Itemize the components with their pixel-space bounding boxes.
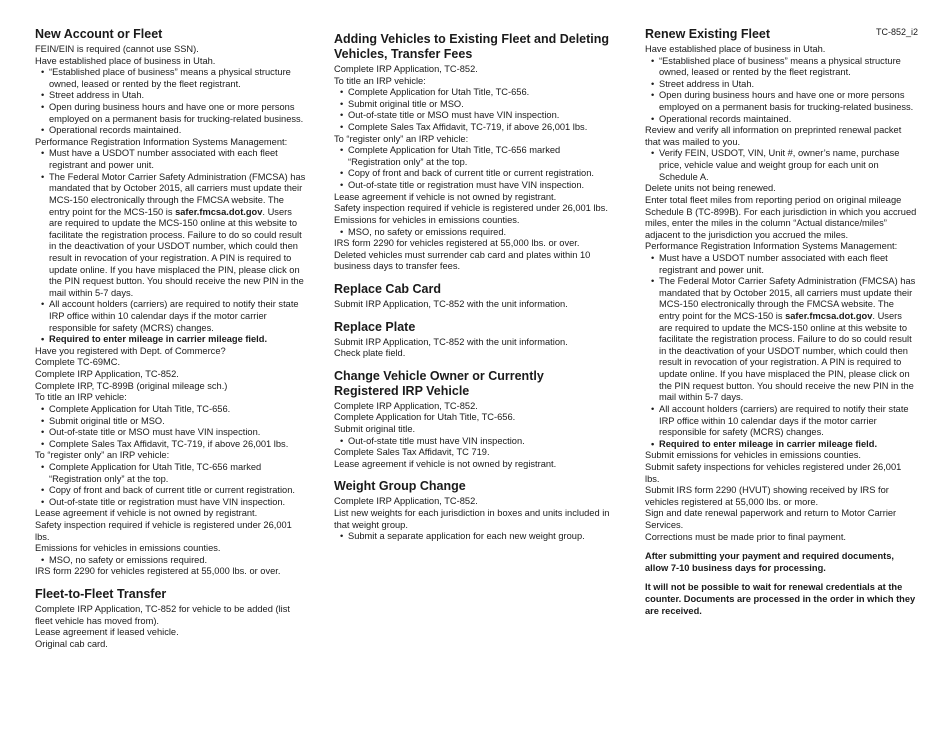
list-item: • Out-of-state title must have VIN inspection.: [348, 436, 610, 448]
text: Sign and date renewal paperwork and return to Motor Carrier Services.: [645, 508, 897, 530]
replace-plate-heading: Replace Plate: [334, 319, 416, 334]
text: Safety inspection required if vehicle is registered under 26,001 lbs.: [334, 203, 608, 214]
list-item: • “Established place of business” means a physical structure owned, leased or rented by the fleet registrant.: [49, 67, 307, 90]
text: To “register only” an IRP vehicle:: [35, 450, 170, 461]
text: The Federal Motor Carrier Safety Administration (FMCSA) has mandated that by October 2015, all carriers must update their MCS-150 electronically through the FMCSA website. The entry point for the MCS-150 is: [659, 276, 916, 322]
list-item: • Required to enter mileage in carrier mileage field.: [659, 439, 917, 451]
list-item: • Submit original title or MSO.: [348, 99, 610, 111]
text: Submit IRS form 2290 (HVUT) showing received by IRS for vehicles registered at 55,000 lbs. or more.: [645, 485, 889, 507]
register-list: [35, 462, 307, 508]
prism-list: [645, 253, 917, 450]
text: Submit emissions for vehicles in emissions counties.: [645, 450, 861, 461]
change-owner-heading: Change Vehicle Owner or Currently Registered IRP Vehicle: [334, 368, 544, 398]
text: Complete IRP, TC-899B (original mileage sch.): [35, 380, 228, 391]
text: Safety inspection required if vehicle is registered under 26,001 lbs.: [35, 519, 292, 542]
list-item: • Submit a separate application for each new weight group.: [348, 531, 610, 543]
text: FEIN/EIN is required (cannot use SSN).: [35, 44, 199, 54]
text: Complete IRP Application, TC-852.: [334, 496, 478, 507]
text: Emissions for vehicles in emissions counties.: [35, 543, 221, 554]
text: List new weights for each jurisdiction in boxes and units included in that weight group.: [334, 508, 610, 530]
text: The Federal Motor Carrier Safety Administration (FMCSA) has mandated that by October 2015, all carriers must update their MCS-150 electronically through the FMCSA website. The entry point for the MCS-150 is: [49, 171, 306, 217]
replace-cab-heading: Replace Cab Card: [334, 281, 441, 296]
prism-list: [35, 148, 307, 345]
list-item: • Complete Sales Tax Affidavit, TC-719, if above 26,001 lbs.: [49, 439, 307, 451]
list-item: • Out-of-state title or registration must have VIN inspection.: [49, 497, 307, 509]
text: Check plate field.: [334, 348, 406, 359]
text: Submit IRP Application, TC-852 with the unit information.: [334, 336, 568, 347]
text: To title an IRP vehicle:: [334, 75, 426, 86]
text: Have established place of business in Utah.: [35, 55, 216, 66]
text: Enter total fleet miles from reporting period on original mileage Schedule B (TC-899B). For each jurisdiction in which you accrued miles, enter the miles in the column “Actual distance/miles” adjacent to the jurisdiction you accrued the miles.: [645, 194, 917, 240]
text: Lease agreement if vehicle is not owned by registrant.: [334, 458, 557, 469]
list-item: • Complete Application for Utah Title, TC-656.: [49, 404, 307, 416]
list-item: • MSO, no safety or emissions required.: [348, 227, 610, 239]
counter-note: It will not be possible to wait for renewal credentials at the counter. Documents are processed in the order in which they are received.: [645, 582, 916, 616]
text: Complete IRP Application, TC-852.: [334, 64, 478, 74]
text: Performance Registration Information Systems Management:: [35, 136, 288, 147]
text: Lease agreement if vehicle is not owned by registrant.: [334, 191, 557, 202]
list-item: • All account holders (carriers) are required to notify their state IRP office within 10 calendar days if the motor carrier responsible for safety (MCRS) changes.: [659, 404, 917, 439]
fmcsa-link[interactable]: safer.fmcsa.dot.gov: [785, 311, 873, 322]
text: IRS form 2290 for vehicles registered at 55,000 lbs. or over.: [35, 566, 281, 577]
text: Corrections must be made prior to final payment.: [645, 531, 847, 542]
business-list: [645, 56, 917, 126]
text: Performance Registration Information Systems Management:: [645, 241, 898, 252]
title-list: [334, 87, 610, 133]
emissions-list: [334, 227, 610, 239]
list-item: • All account holders (carriers) are required to notify their state IRP office within 10 calendar days if the motor carrier responsible for safety (MCRS) changes.: [49, 299, 307, 334]
list-item: • Out-of-state title or MSO must have VIN inspection.: [49, 427, 307, 439]
text: Complete TC-69MC.: [35, 357, 121, 368]
text: Submit IRP Application, TC-852 with the unit information.: [334, 298, 568, 309]
text: Deleted vehicles must surrender cab card and plates within 10 business days to transfer fees.: [334, 249, 591, 272]
weight-group-heading: Weight Group Change: [334, 479, 466, 494]
text: . Users are required to update the MCS-150 online at this website to facilitate the registration process. Failure to do so could result in the deactivation of your USDOT number, which could then result in revocation of your registration. A PIN is required to update online. If you have misplaced the PIN, please click on the PIN request button. You should receive the new PIN in the mail within 5-7 days.: [49, 206, 304, 298]
verify-list: [645, 148, 917, 183]
text: Submit safety inspections for vehicles registered under 26,001 lbs.: [645, 461, 902, 484]
text: Complete Sales Tax Affidavit, TC 719.: [334, 447, 490, 458]
list-item: • Out-of-state title or MSO must have VIN inspection.: [348, 110, 610, 122]
text: Have established place of business in Utah.: [645, 44, 826, 54]
list-item: • Open during business hours and have one or more persons employed on a permanent basis for trucking-related business.: [659, 90, 917, 113]
list-item: [49, 172, 307, 300]
text: Delete units not being renewed.: [645, 183, 776, 194]
title-list: [35, 404, 307, 450]
list-item: • Required to enter mileage in carrier mileage field.: [49, 334, 307, 346]
list-item: • Operational records maintained.: [49, 125, 307, 137]
list-item: • Must have a USDOT number associated with each fleet registrant and power unit.: [49, 148, 307, 171]
register-list: [334, 145, 610, 191]
form-id: TC-852_i2: [876, 27, 919, 37]
list-item: • Complete Application for Utah Title, TC-656 marked “Registration only” at the top.: [49, 462, 307, 485]
list-item: • Copy of front and back of current title or current registration.: [49, 485, 307, 497]
column-right: [645, 27, 917, 617]
adding-vehicles-heading: Adding Vehicles to Existing Fleet and Deleting Vehicles, Transfer Fees: [334, 32, 610, 61]
owner-list: [334, 436, 610, 448]
list-item: • “Established place of business” means a physical structure owned, leased or rented by the fleet registrant.: [659, 56, 917, 79]
column-left: [35, 27, 307, 650]
text: Complete IRP Application, TC-852.: [35, 369, 179, 380]
column-middle: [334, 32, 610, 543]
list-item: • Open during business hours and have one or more persons employed on a permanent basis for trucking-related business.: [49, 102, 307, 125]
text: IRS form 2290 for vehicles registered at 55,000 lbs. or over.: [334, 238, 580, 249]
list-item: • Complete Application for Utah Title, TC-656.: [348, 87, 610, 99]
text: Lease agreement if leased vehicle.: [35, 627, 179, 638]
list-item: • MSO, no safety or emissions required.: [49, 555, 307, 567]
text: Complete Application for Utah Title, TC-656.: [334, 412, 516, 423]
text: To “register only” an IRP vehicle:: [334, 133, 469, 144]
new-account-heading: New Account or Fleet: [35, 27, 163, 41]
text: Lease agreement if vehicle is not owned by registrant.: [35, 508, 258, 519]
text: Review and verify all information on preprinted renewal packet that was mailed to you.: [645, 125, 902, 147]
list-item: • Out-of-state title or registration must have VIN inspection.: [348, 180, 610, 192]
text: Have you registered with Dept. of Commerce?: [35, 345, 226, 356]
list-item: [659, 276, 917, 404]
fleet-transfer-heading: Fleet-to-Fleet Transfer: [35, 587, 167, 602]
list-item: • Street address in Utah.: [659, 79, 917, 91]
processing-note: After submitting your payment and required documents, allow 7-10 business days for processing.: [645, 551, 894, 573]
weight-list: [334, 531, 610, 543]
business-list: [35, 67, 307, 137]
list-item: • Verify FEIN, USDOT, VIN, Unit #, owner’s name, purchase price, vehicle value and weight group for each unit on Schedule A.: [659, 148, 917, 183]
list-item: • Complete Sales Tax Affidavit, TC-719, if above 26,001 lbs.: [348, 122, 610, 134]
list-item: • Submit original title or MSO.: [49, 416, 307, 428]
text: Complete IRP Application, TC-852 for vehicle to be added (list fleet vehicle has moved from).: [35, 604, 290, 626]
list-item: • Street address in Utah.: [49, 90, 307, 102]
renew-fleet-heading: Renew Existing Fleet: [645, 27, 771, 41]
text: Emissions for vehicles in emissions counties.: [334, 214, 520, 225]
fmcsa-link[interactable]: safer.fmcsa.dot.gov: [175, 206, 263, 217]
text: Original cab card.: [35, 638, 108, 649]
list-item: • Operational records maintained.: [659, 114, 917, 126]
text: Submit original title.: [334, 424, 416, 435]
text: Complete IRP Application, TC-852.: [334, 400, 478, 411]
text: . Users are required to update the MCS-150 online at this website to facilitate the registration process. Failure to do so could result in the deactivation of your USDOT number, which could then result in revocation of your registration. A PIN is required to update online. If you have misplaced the PIN, please click on the PIN request button. You should receive the new PIN in the mail within 5-7 days.: [659, 311, 914, 403]
list-item: • Copy of front and back of current title or current registration.: [348, 168, 610, 180]
emissions-list: [35, 555, 307, 567]
list-item: • Must have a USDOT number associated with each fleet registrant and power unit.: [659, 253, 917, 276]
list-item: • Complete Application for Utah Title, TC-656 marked “Registration only” at the top.: [348, 145, 610, 168]
text: To title an IRP vehicle:: [35, 392, 127, 403]
